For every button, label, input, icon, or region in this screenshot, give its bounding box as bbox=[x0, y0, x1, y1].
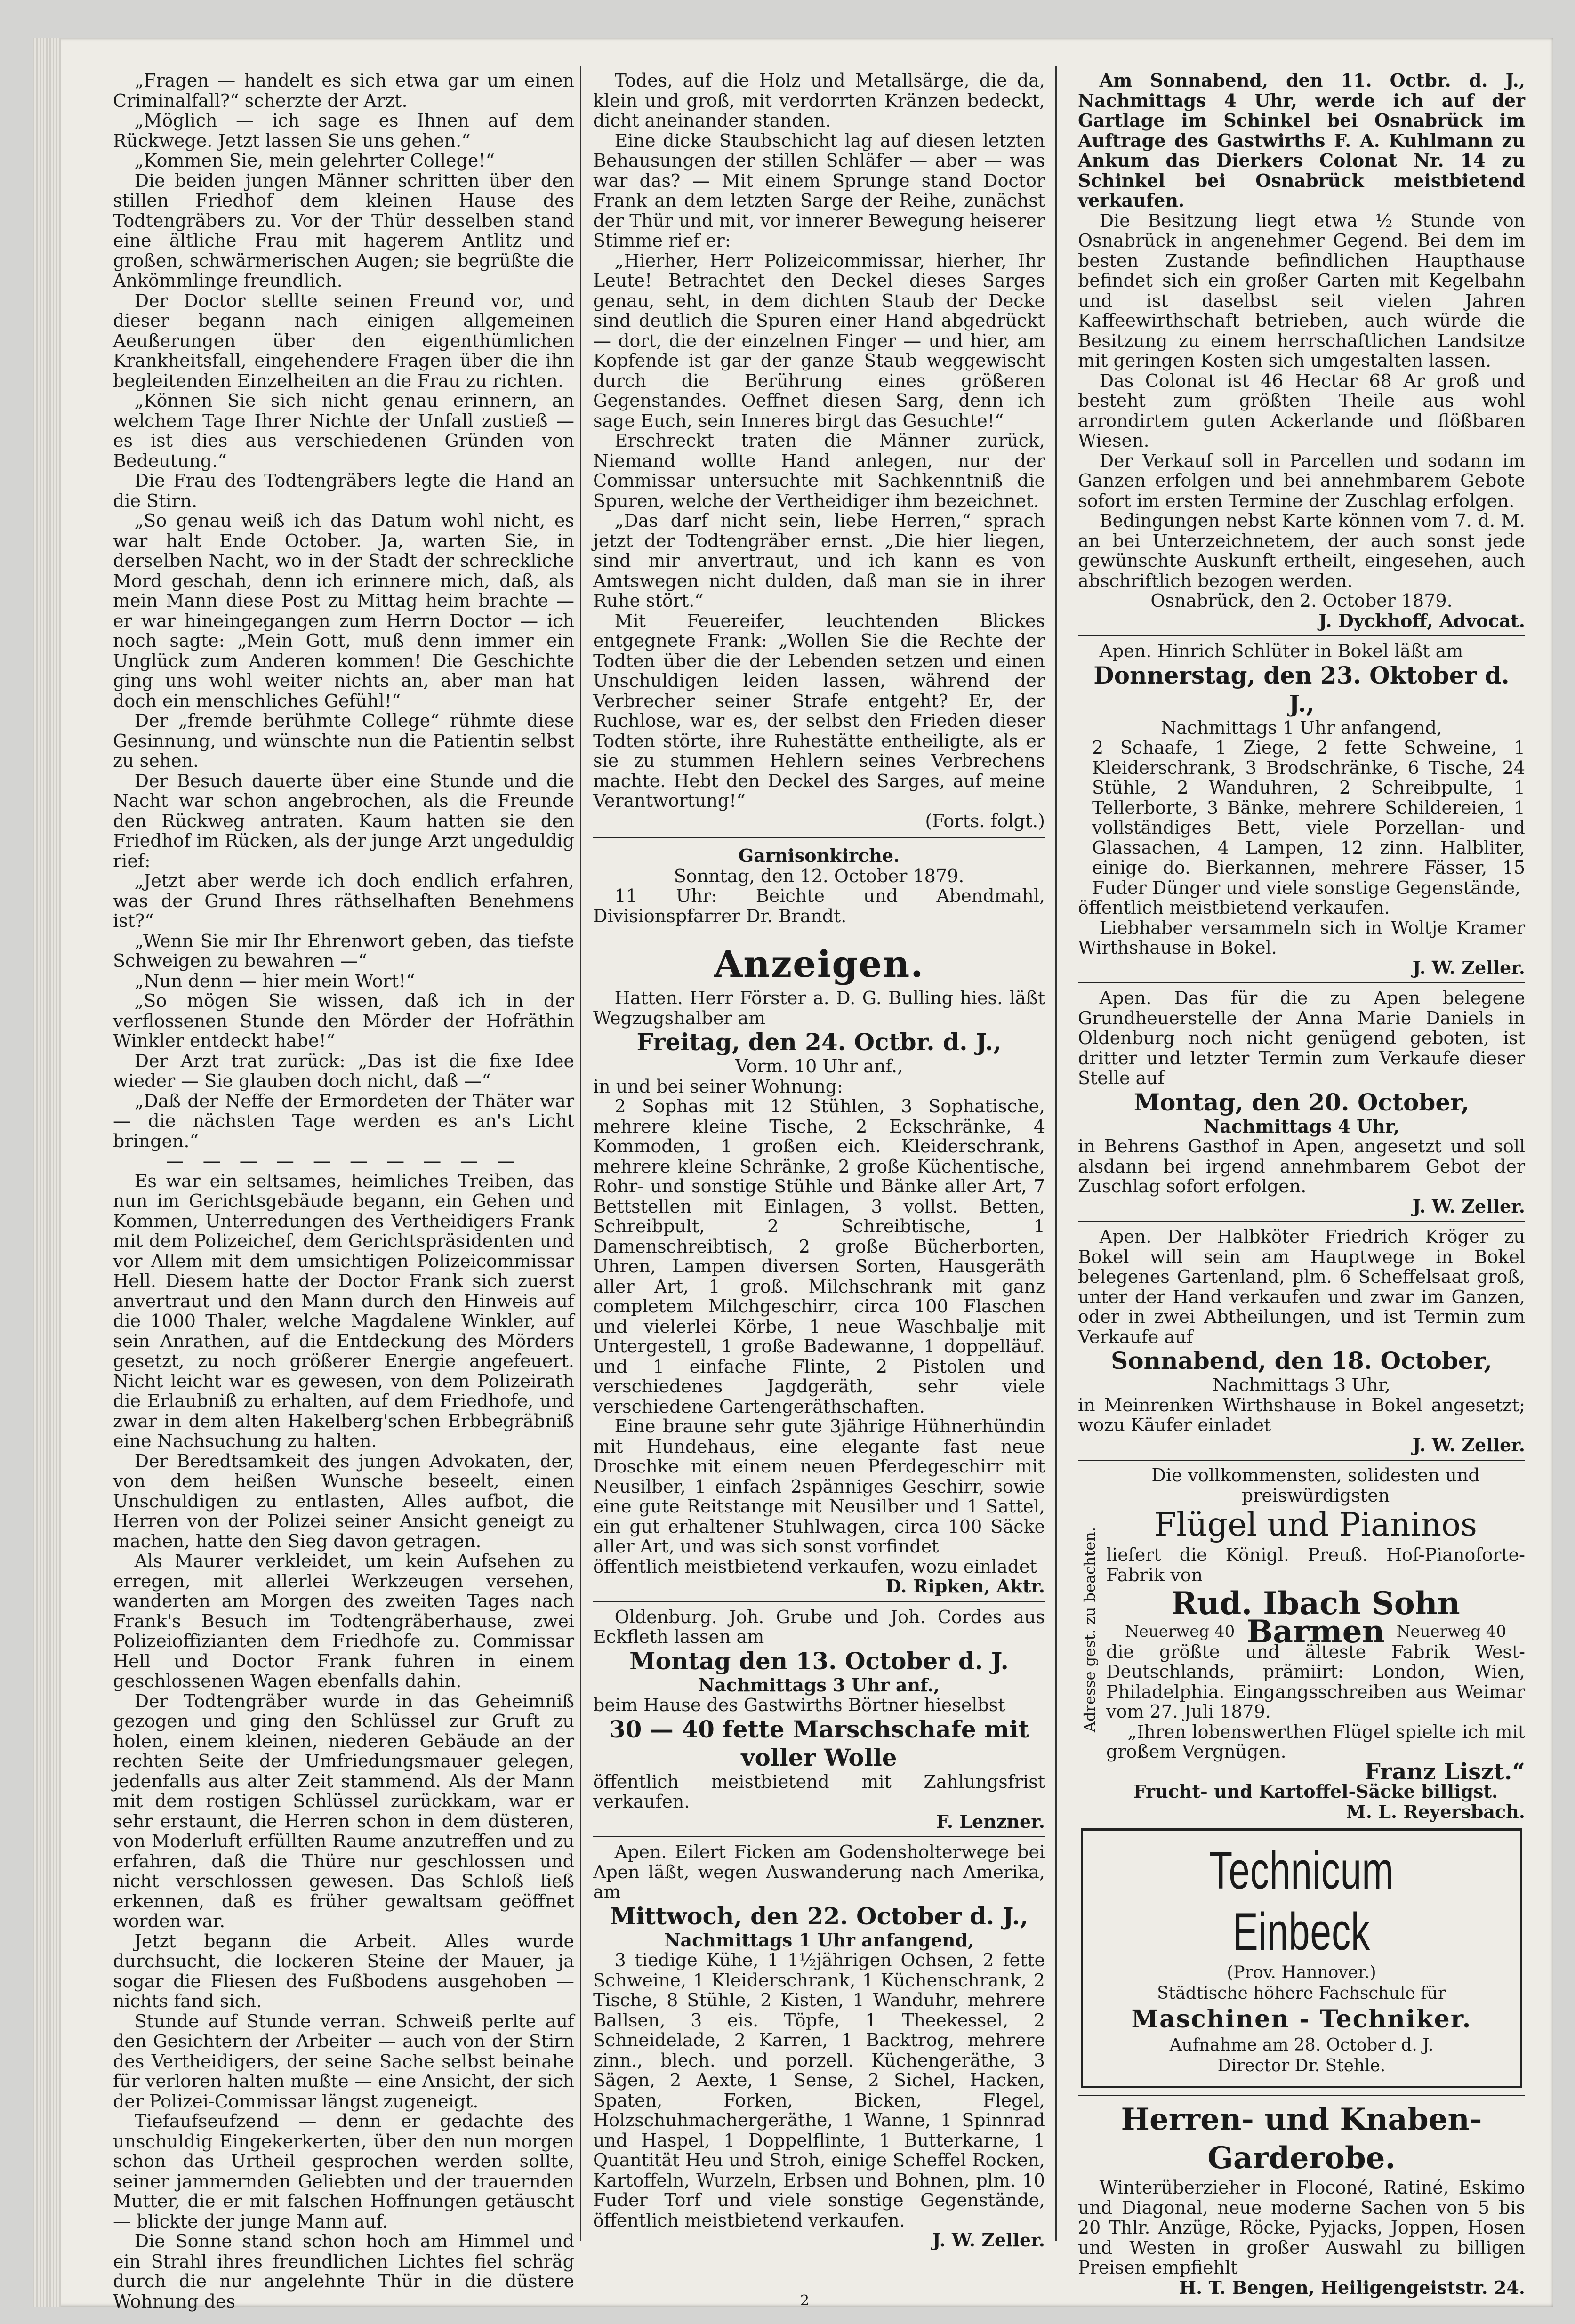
page-edge-stack bbox=[33, 38, 61, 2307]
divider bbox=[1078, 1460, 1525, 1461]
ad-oldenburg-where: beim Hause des Gastwirths Börtner hieselbst bbox=[593, 1695, 1005, 1715]
ad-osnabrueck-place: Osnabrück, den 2. October 1879. bbox=[1150, 590, 1453, 611]
ad-apen-ficken-head: Apen. Eilert Ficken am Godensholterwege bei Apen läßt, wegen Auswanderung nach Amerika, am bbox=[593, 1842, 1045, 1902]
story-paragraph: Todes, auf die Holz und Metallsärge, die da, klein und groß, mit verdorrten Kränzen bedeckt, dicht aneinander standen. bbox=[593, 70, 1045, 131]
ad-kroeger-head: Apen. Der Halbköter Friedrich Kröger zu Bokel will sein am Hauptwege in Bokel belegenes Gartenland, plm. 6 Scheffelsaat groß, unter der Hand verkaufen und zwar im Ganzen, oder in zwei Abtheilungen, und ist Termin zum Verkaufe auf bbox=[1078, 1226, 1525, 1347]
reyersbach-signature: M. L. Reyersbach. bbox=[1346, 1801, 1525, 1822]
story-paragraph: Als Maurer verkleidet, um kein Aufsehen zu erregen, mit allerlei Werkzeugen versehen, wanderten am Morgen des zweiten Tages nach Frank's Besuch im Todtengräberhause, zwei Polizeioffizianten dem Friedhofe zu. Commissar Hell und Doctor Frank fuhren in einem geschlossenen Wagen ebenfalls dahin. bbox=[113, 1551, 574, 1691]
side-note bbox=[1081, 1469, 1100, 1732]
ad-osnabrueck-p3: Das Colonat ist 46 Hectar 68 Ar groß und besteht zum größten Theile aus wohl arrondirtem guten Ackerlande und flößbaren Wiesen. bbox=[1078, 370, 1525, 451]
ad-oldenburg-end: öffentlich meistbietend mit Zahlungsfrist verkaufen. bbox=[593, 1771, 1045, 1812]
herren-headline: Herren- und Knaben-Garderobe. bbox=[1121, 2102, 1482, 2176]
ad-hatten-end: öffentlich meistbietend verkaufen, wozu einladet bbox=[593, 1556, 1037, 1577]
ad-osnabrueck-p5: Bedingungen nebst Karte können vom 7. d. M. an bei Unterzeichnetem, der auch sonst jede gewünschte Auskunft ertheilt, eingesehen, auch abschriftlich bezogen werden. bbox=[1078, 510, 1525, 591]
reyersbach-text: Frucht- und Kartoffel-Säcke billigst. bbox=[1133, 1781, 1498, 1802]
ibach-liszt: Franz Liszt.“ bbox=[1364, 1758, 1525, 1785]
divider bbox=[1078, 635, 1525, 636]
ad-schlueter-signature: J. W. Zeller. bbox=[1412, 957, 1525, 978]
ad-oldenburg-head: Oldenburg. Joh. Grube und Joh. Cordes aus Eckfleth lassen am bbox=[593, 1606, 1045, 1647]
anzeigen-heading: Anzeigen. bbox=[714, 943, 924, 986]
ad-kroeger-signature: J. W. Zeller. bbox=[1412, 1434, 1525, 1456]
column-rule bbox=[1055, 66, 1057, 2241]
ad-apen-ficken-time: Nachmittags 1 Uhr anfangend, bbox=[664, 1929, 974, 1951]
ad-kroeger-time: Nachmittags 3 Uhr, bbox=[1213, 1375, 1390, 1395]
ad-hatten-signature: D. Ripken, Aktr. bbox=[885, 1576, 1045, 1597]
story-paragraph: Der Beredtsamkeit des jungen Advokaten, der, von dem heißen Wunsche beseelt, einen Unschuldigen zu entlasten, Alles aufbot, die Herren von der Polizei seiner Ansicht geneigt zu machen, hatte den Sieg davon getragen. bbox=[113, 1450, 574, 1552]
ad-daniels-head: Apen. Das für die zu Apen belegene Grundheuerstelle der Anna Marie Daniels in Oldenburg noch nicht genügend geboten, ist dritter und letzter Termin zum Verkaufe dieser Stelle auf bbox=[1078, 988, 1525, 1088]
story-paragraph: Der „fremde berühmte College“ rühmte diese Gesinnung, und wünschte nun die Patientin selbst zu sehen. bbox=[113, 710, 574, 771]
column-middle bbox=[593, 71, 1045, 2251]
ad-oldenburg-time: Nachmittags 3 Uhr anf., bbox=[698, 1674, 940, 1696]
technicum-headline: Maschinen - Techniker. bbox=[1131, 2005, 1472, 2034]
ad-schlueter-items: 2 Schaafe, 1 Ziege, 2 fette Schweine, 1 Kleiderschrank, 3 Brodschränke, 6 Tische, 24 Stühle, 2 Wanduhren, 2 Schreibpulte, 1 Tellerborte, 3 Bänke, mehrere Schildereien, 1 vollständiges Bett, viele Porzellan- und Glassachen, 4 Lampen, 12 zinn. Halbliter, einige do. Bierkannen, mehrere Fässer, 15 Fuder Dünger und viele sonstige Gegenstände, bbox=[1092, 737, 1525, 898]
divider bbox=[593, 837, 1045, 839]
ibach-line1: liefert die Königl. Preuß. Hof-Pianoforte-Fabrik von bbox=[1106, 1544, 1525, 1585]
story-paragraph: „Wenn Sie mir Ihr Ehrenwort geben, das tiefste Schweigen zu bewahren —“ bbox=[113, 930, 574, 971]
garnison-text: 11 Uhr: Beichte und Abendmahl, Divisionspfarrer Dr. Brandt. bbox=[593, 885, 1045, 926]
story-paragraph: „Nun denn — hier mein Wort!“ bbox=[134, 970, 415, 991]
ad-schlueter-head: Apen. Hinrich Schlüter in Bokel läßt am bbox=[1099, 641, 1463, 661]
divider bbox=[593, 1601, 1045, 1602]
column-right bbox=[1078, 71, 1525, 2298]
ad-kroeger-date: Sonnabend, den 18. October, bbox=[1111, 1347, 1492, 1375]
story-paragraph: „So genau weiß ich das Datum wohl nicht, es war halt Ende October. Ja, warten Sie, in derselben Nacht, wo in der Stadt der schreckliche Mord geschah, denn ich erinnere mich, daß, als mein Mann diese Post zu Mittag heim brachte — er war hineingegangen zum Herrn Doctor — ich noch sagte: „Mein Gott, muß denn immer ein Unglück zum Anderen kommen! Die Geschichte ging uns wohl weiter nichts an, aber man hat doch ein menschliches Gefühl!“ bbox=[113, 510, 574, 711]
story-paragraph: Der Arzt trat zurück: „Das ist die fixe Idee wieder — Sie glauben doch nicht, daß —“ bbox=[113, 1050, 574, 1091]
ibach-ad bbox=[1106, 1465, 1525, 1822]
story-paragraph: Tiefaufseufzend — denn er gedachte des unschuldig Eingekerkerten, über den nun morgen schon das Urtheil gesprochen werden sollte, seiner jammernden Geliebten und der trauernden Mutter, die er mit falschen Hoffnungen getäuscht — blickte der junge Mann auf. bbox=[113, 2111, 574, 2232]
story-paragraph: Eine dicke Staubschicht lag auf diesen letzten Behausungen der stillen Schläfer — aber — was war das? — Mit einem Sprunge stand Doctor Frank an dem letzten Sarge der Reihe, zunächst der Thür und mit, vor innerer Bewegung heiserer Stimme rief er: bbox=[593, 130, 1045, 251]
story-paragraph: Der Todtengräber wurde in das Geheimniß gezogen und ging den Schlüssel zur Gruft zu holen, einem kleinen, niederen Gebäude an der rechten Seite der Umfriedungsmauer gelegen, jedenfalls aus alter Zeit stammend. Als der Mann mit dem rostigen Schlüssel zurückkam, war er sehr erstaunt, die Herren schon in dem düsteren, von Moderluft erfüllten Raume anzutreffen und zu erfahren, daß die Thüre nur geschlossen und nicht verschlossen gewesen. Das Schloß ließ erkennen, daß es früher gewaltsam geöffnet worden war. bbox=[113, 1690, 574, 1931]
story-paragraph: Mit Feuereifer, leuchtenden Blickes entgegnete Frank: „Wollen Sie die Rechte der Todten über die der Lebenden setzen und einen Unschuldigen leiden lassen, während der Verbrecher seiner Strafe entgeht? Er, der Ruchlose, war es, der selbst den Frieden dieser Todten störte, ihre Ruhestätte entheiligte, als er sie zu stummen Hehlern seines Verbrechens machte. Hebt den Deckel des Sarges, auf meine Verantwortung!“ bbox=[593, 610, 1045, 811]
ad-osnabrueck-p2: Die Besitzung liegt etwa ½ Stunde von Osnabrück in angenehmer Gegend. Bei dem im besten Zustande befindlichen Haupthause befindet sich ein großer Garten mit Kegelbahn und ist daselbst seit vielen Jahren Kaffeewirthschaft betrieben, auch würde die Besitzung zu einem herrschaftlichen Landsitze mit geringen Kosten sich umgestalten lassen. bbox=[1078, 210, 1525, 371]
ad-daniels-text: in Behrens Gasthof in Apen, angesetzt und soll alsdann bei irgend annehmbarem Gebot der Zuschlag sofort erfolgen. bbox=[1078, 1136, 1525, 1197]
ad-apen-ficken-date: Mittwoch, den 22. October d. J., bbox=[610, 1902, 1029, 1930]
story-paragraph: „So mögen Sie wissen, daß ich in der verflossenen Stunde den Mörder der Hofräthin Winkler entdeckt habe!“ bbox=[113, 990, 574, 1051]
ad-apen-ficken-items: 3 tiedige Kühe, 1 1½jährigen Ochsen, 2 fette Schweine, 1 Kleiderschrank, 1 Küchenschrank, 2 Tische, 8 Stühle, 2 Kisten, 1 Wanduhr, mehrere Ballsen, 3 eis. Töpfe, 1 Theekessel, 2 Schneidelade, 2 Karren, 1 Backtrog, mehrere zinn., blech. und porzell. Küchengeräthe, 3 Sägen, 2 Aexte, 1 Sense, 2 Sichel, Hacken, Spaten, Forken, Bicken, Flegel, Holzschuhmachergeräthe, 1 Wanne, 1 Spinnrad und Haspel, 1 Doppelflinte, 1 Butterkarne, 1 Quantität Heu und Stroh, einige Scheffel Rocken, Kartoffeln, Wurzeln, Erbsen und Bohnen, plm. 10 Fuder Torf und viele sonstige Gegenstände, öffentlich meistbietend verkaufen. bbox=[593, 1950, 1045, 2231]
herren-signature: H. T. Bengen, Heiligengeiststr. 24. bbox=[1179, 2276, 1525, 2298]
story-paragraph: Die beiden jungen Männer schritten über den stillen Friedhof dem kleinen Hause des Todtengräbers zu. Vor der Thür desselben stand eine ältliche Frau mit hagerem Antlitz und großen, schwärmerischen Augen; sie begrüßte die Ankömmlinge freundlich. bbox=[113, 170, 574, 291]
ad-oldenburg-signature: F. Lenzner. bbox=[936, 1810, 1045, 1832]
ibach-address-right: Neuerweg 40 bbox=[1396, 1622, 1506, 1641]
ad-daniels-signature: J. W. Zeller. bbox=[1412, 1195, 1525, 1217]
ad-hatten-where: in und bei seiner Wohnung: bbox=[593, 1076, 843, 1097]
technicum-director: Director Dr. Stehle. bbox=[1217, 2056, 1386, 2075]
ad-daniels-date: Montag, den 20. October, bbox=[1133, 1088, 1470, 1116]
ad-oldenburg-date: Montag den 13. October d. J. bbox=[629, 1647, 1009, 1675]
ibach-address-row bbox=[1106, 1613, 1525, 1650]
ibach-address-left: Neuerweg 40 bbox=[1125, 1622, 1235, 1641]
story-paragraph: „Hierher, Herr Polizeicommissar, hierher, Ihr Leute! Betrachtet den Deckel dieses Sarges genau, seht, in dem dichten Staub der Decke sind deutlich die Spuren einer Hand abgedrückt — dort, die der einzelnen Finger — und hier, am Kopfende ist gar der ganze Staub weggewischt durch die Berührung eines größeren Gegenstandes. Oeffnet diesen Sarg, denn ich sage Euch, sein Inneres birgt das Gesuchte!“ bbox=[593, 250, 1045, 431]
technicum-box bbox=[1081, 1828, 1522, 2088]
story-paragraph: „Können Sie sich nicht genau erinnern, an welchem Tage Ihrer Nichte der Unfall zustieß — es ist dies aus verschiedenen Gründen von Bedeutung.“ bbox=[113, 390, 574, 471]
story-paragraph: Jetzt begann die Arbeit. Alles wurde durchsucht, die lockeren Steine der Mauer, ja sogar die Fliesen des Fußbodens ausgehoben — nichts fand sich. bbox=[113, 1930, 574, 2011]
ibach-text: die größte und älteste Fabrik West-Deutschlands, prämiirt: London, Wien, Philadelphia. Eingangsschreiben aus Weimar vom 27. Juli 1879. bbox=[1106, 1641, 1525, 1722]
story-paragraph: Es war ein seltsames, heimliches Treiben, das nun im Gerichtsgebäude begann, ein Gehen und Kommen, Unterredungen des Vertheidigers Frank mit dem Polizeichef, dem Gerichtspräsidenten und vor Allem mit dem umsichtigen Polizeicommissar Hell. Diesem hatte der Doctor Frank sich zuerst anvertraut und den Mann durch den Hinweis auf die 1000 Thaler, welche Magdalene Winkler, auf sein Anrathen, auf die Entdeckung des Mörders gesetzt, zu noch größerer Energie angefeuert. Nicht leicht war es gewesen, von dem Polizeirath die Erlaubniß zu erhalten, auf dem Friedhofe, und zwar in dem alten Hakelberg'schen Erbbegräbniß eine Nachsuchung zu halten. bbox=[113, 1170, 574, 1451]
divider bbox=[593, 933, 1045, 934]
garnison-title: Garnisonkirche. bbox=[738, 845, 900, 866]
ibach-quote: „Ihren lobenswerthen Flügel spielte ich mit großem Vergnügen. bbox=[1106, 1721, 1525, 1762]
ad-apen-ficken-signature: J. W. Zeller. bbox=[932, 2229, 1045, 2251]
ad-kroeger-where: in Meinrenken Wirthshause in Bokel angesetzt; wozu Käufer einladet bbox=[1078, 1394, 1525, 1435]
ibach-headline: Flügel und Pianinos bbox=[1154, 1506, 1477, 1544]
story-paragraph: „Kommen Sie, mein gelehrter College!“ bbox=[134, 150, 495, 171]
story-paragraph: „Möglich — ich sage es Ihnen auf dem Rückwege. Jetzt lassen Sie uns gehen.“ bbox=[113, 110, 574, 151]
story-paragraph: Der Doctor stellte seinen Freund vor, und dieser begann nach einigen allgemeinen Aeußerungen über den eigenthümlichen Krankheitsfall, eingehendere Fragen über die ihn begleitenden Einzelheiten an die Frau zu richten. bbox=[113, 290, 574, 391]
column-feuilleton bbox=[113, 71, 574, 2311]
ad-osnabrueck-p4: Der Verkauf soll in Parcellen und sodann im Ganzen erfolgen und bei annehmbarem Gebote sofort im ersten Termine der Zuschlag erfolgen. bbox=[1078, 450, 1525, 511]
ad-schlueter-end: öffentlich meistbietend verkaufen. bbox=[1078, 897, 1390, 918]
story-paragraph: Erschreckt traten die Männer zurück, Niemand wollte Hand anlegen, nur der Commissar untersuchte mit Sachkenntniß die Spuren, welche der Vertheidiger ihm bezeichnet. bbox=[593, 430, 1045, 511]
column-rule bbox=[580, 66, 581, 2241]
ad-oldenburg-big: 30 — 40 fette Marschschafe mit voller Wolle bbox=[609, 1715, 1029, 1771]
technicum-title: Technicum Einbeck bbox=[1209, 1841, 1394, 1961]
story-paragraph: Die Sonne stand schon hoch am Himmel und ein Strahl ihres freundlichen Lichtes fiel schräg durch die nur angelehnte Thür in die düstere Wohnung des bbox=[113, 2231, 574, 2312]
ad-schlueter-meet: Liebhaber versammeln sich in Woltje Kramer Wirthshause in Bokel. bbox=[1078, 917, 1525, 958]
ad-hatten-more: Eine braune sehr gute 3jährige Hühnerhündin mit Hundehaus, eine elegante fast neue Droschke mit einem neuen Pferdegeschirr mit Neusilber, 1 einfach 2spänniges Geschirr, sowie eine gute Reitstange mit Neusilber und 1 Sattel, ein gut erhaltener Stuhlwagen, circa 100 Säcke aller Art, und was sich sonst vorfindet bbox=[593, 1416, 1045, 1557]
ad-daniels-time: Nachmittags 4 Uhr, bbox=[1203, 1115, 1400, 1137]
ad-osnabrueck-head: Am Sonnabend, den 11. Octbr. d. J., Nachmittags 4 Uhr, werde ich auf der Gartlage im Schinkel bei Osnabrück im Auftrage des Gastwirths F. A. Kuhlmann zu Ankum das Dierkers Colonat Nr. 14 zu Schinkel bei Osnabrück meistbietend verkaufen. bbox=[1078, 70, 1525, 211]
side-note-text: Adresse gest. zu beachten. bbox=[1081, 1527, 1099, 1732]
story-paragraph: „Fragen — handelt es sich etwa gar um einen Criminalfall?“ scherzte der Arzt. bbox=[113, 70, 574, 111]
story-paragraph: Die Frau des Todtengräbers legte die Hand an die Stirn. bbox=[113, 470, 574, 511]
garnison-date: Sonntag, den 12. October 1879. bbox=[674, 865, 964, 886]
ibach-intro: Die vollkommensten, solidesten und preiswürdigsten bbox=[1151, 1465, 1480, 1506]
story-paragraph: — — — — — — — — — — bbox=[166, 1150, 522, 1171]
ad-hatten-time: Vorm. 10 Uhr anf., bbox=[735, 1056, 903, 1077]
ad-osnabrueck-signature: J. Dyckhoff, Advocat. bbox=[1318, 610, 1525, 631]
story-paragraph: „Jetzt aber werde ich doch endlich erfahren, was der Grund Ihres räthselhaften Benehmens ist?“ bbox=[113, 870, 574, 931]
divider bbox=[1078, 982, 1525, 983]
divider bbox=[593, 1836, 1045, 1837]
ad-hatten-items: 2 Sophas mit 12 Stühlen, 3 Sophatische, mehrere kleine Tische, 2 Eckschränke, 4 Kommoden, 1 großen eich. Kleiderschrank, mehrere kleine Schränke, 2 große Küchentische, Rohr- und sonstige Stühle und Bänke aller Art, 7 Bettstellen mit Einlagen, 3 vollst. Betten, Schreibpult, 2 Schreibtische, 1 Damenschreibtisch, 2 große Bücherborten, Uhren, Lampen diversen Sorten, Hausgeräth aller Art, 1 groß. Milchschrank mit ganz completem Milchgeschirr, circa 100 Flaschen und vielerlei Körbe, 1 neue Waschbalje mit Untergestell, 1 große Badewanne, 1 doppelläuf. und 1 einfache Flinte, 2 Pistolen und verschiedenes Jagdgeräth, sehr viele verschiedene Gartengeräthschaften. bbox=[593, 1096, 1045, 1417]
story-paragraph: Der Besuch dauerte über eine Stunde und die Nacht war schon angebrochen, als die Freunde den Rückweg antraten. Kaum hatten sie den Friedhof im Rücken, als der junge Arzt ungeduldig rief: bbox=[113, 770, 574, 871]
ibach-city: Barmen bbox=[1246, 1613, 1385, 1650]
technicum-prov: (Prov. Hannover.) bbox=[1227, 1963, 1376, 1982]
ibach-firm: Rud. Ibach Sohn bbox=[1171, 1585, 1460, 1622]
ad-hatten-date: Freitag, den 24. Octbr. d. J., bbox=[636, 1028, 1002, 1056]
story-paragraph: Stunde auf Stunde verran. Schweiß perlte auf den Gesichtern der Arbeiter — auch von der Stirn des Vertheidigers, der seine Sache selbst beinahe für verloren halten mußte — eine Ansicht, der sich der Polizei-Commissar längst zugeneigt. bbox=[113, 2010, 574, 2112]
technicum-date: Aufnahme am 28. October d. J. bbox=[1169, 2035, 1434, 2055]
story-paragraph: „Daß der Neffe der Ermordeten der Thäter war — die nächsten Tage werden es an's Licht bringen.“ bbox=[113, 1090, 574, 1151]
technicum-sub: Städtische höhere Fachschule für bbox=[1157, 1984, 1446, 2003]
herren-text: Winterüberzieher in Floconé, Ratiné, Eskimo und Diagonal, neue moderne Sachen von 5 bis 20 Thlr. Anzüge, Röcke, Pyjacks, Joppen, Hosen und Westen in großer Auswahl zu billigen Preisen empfiehlt bbox=[1078, 2177, 1525, 2278]
ad-schlueter-date: Donnerstag, den 23. Oktober d. J., bbox=[1093, 661, 1510, 717]
continuation-note: (Forts. folgt.) bbox=[925, 810, 1045, 831]
page-mark: 2 bbox=[800, 2292, 810, 2309]
divider bbox=[1078, 1221, 1525, 1222]
divider bbox=[1078, 2095, 1525, 2096]
story-paragraph: „Das darf nicht sein, liebe Herren,“ sprach jetzt der Todtengräber ernst. „Die hier liegen, sind mir anvertraut, und ich kann es von Amtswegen nicht dulden, daß man sie in ihrer Ruhe stört.“ bbox=[593, 510, 1045, 611]
ad-schlueter-time: Nachmittags 1 Uhr anfangend, bbox=[1161, 717, 1442, 738]
ad-hatten-head: Hatten. Herr Förster a. D. G. Bulling hies. läßt Wegzugshalber am bbox=[593, 988, 1045, 1029]
